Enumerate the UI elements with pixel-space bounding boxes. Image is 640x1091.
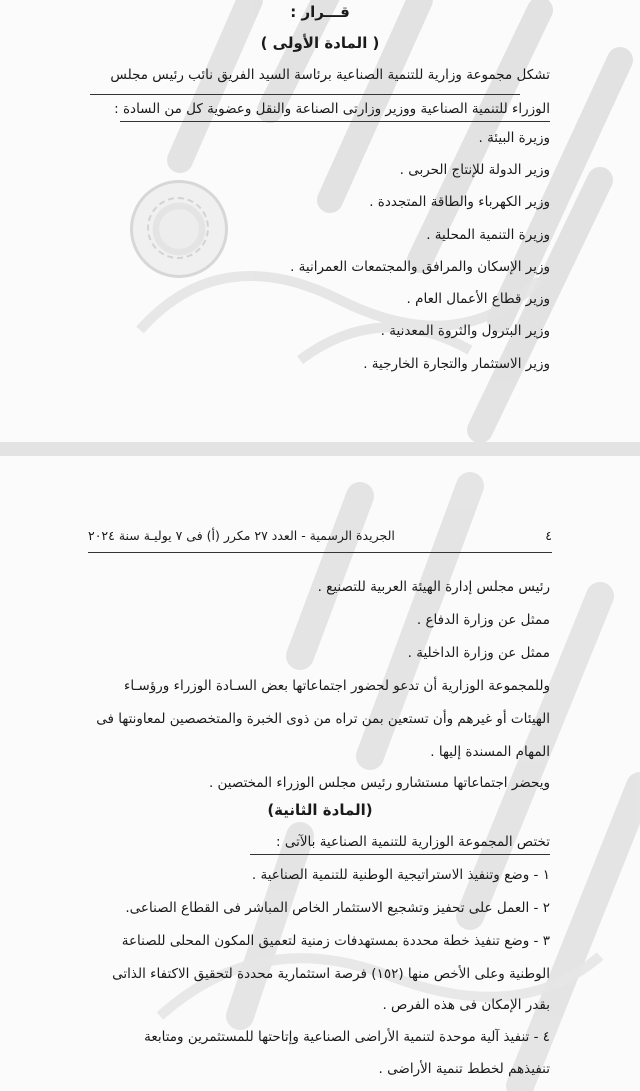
underline-rule — [90, 94, 520, 95]
official-seal-watermark — [130, 180, 228, 278]
list-item: وزير الاستثمار والتجارة الخارجية . — [363, 356, 550, 372]
list-item: وزير البترول والثروة المعدنية . — [380, 323, 550, 339]
paragraph-line: تختص المجموعة الوزارية للتنمية الصناعية بالآتى : — [275, 834, 550, 850]
document-page-2 — [0, 456, 640, 1091]
text-line: تشكل مجموعة وزارية للتنمية الصناعية برئاسة السيد الفريق نائب رئيس مجلس — [110, 67, 550, 83]
list-item: رئيس مجلس إدارة الهيئة العربية للتصنيع . — [317, 579, 550, 595]
list-item: ١ - وضع وتنفيذ الاستراتيجية الوطنية للتنمية الصناعية . — [251, 867, 550, 883]
underline-rule — [250, 854, 550, 855]
page-gap — [0, 442, 640, 456]
text-line: الوزراء للتنمية الصناعية ووزير وزارتى الصناعة والنقل وعضوية كل من السادة : — [114, 101, 550, 117]
list-item: وزير قطاع الأعمال العام . — [406, 291, 550, 307]
list-item: وزير الإسكان والمرافق والمجتمعات العمرانية . — [290, 259, 550, 275]
paragraph-line: تنفيذهم لخطط تنمية الأراضى . — [378, 1061, 550, 1077]
document-page-1 — [0, 0, 640, 442]
list-item: ٢ - العمل على تحفيز وتشجيع الاستثمار الخاص المباشر فى القطاع الصناعى. — [125, 900, 550, 916]
list-item: وزيرة التنمية المحلية . — [426, 227, 550, 243]
header-rule — [88, 552, 552, 553]
paragraph-line: وللمجموعة الوزارية أن تدعو لحضور اجتماعاتها بعض السـادة الوزراء ورؤسـاء — [124, 678, 550, 694]
list-item: ٤ - تنفيذ آلية موحدة لتنمية الأراضى الصناعية وإتاحتها للمستثمرين ومتابعة — [144, 1029, 550, 1045]
gazette-header — [88, 528, 552, 543]
paragraph-line: الهيئات أو غيرهم وأن تستعين بمن تراه من ذوى الخبرة والمتخصصين لمعاونتها فى — [96, 711, 550, 727]
decision-label: قـــرار : — [290, 3, 350, 21]
paragraph-line: ويحضر اجتماعاتها مستشارو رئيس مجلس الوزراء المختصين . — [208, 775, 550, 791]
list-item: وزيرة البيئة . — [478, 130, 550, 146]
paragraph-line: بقدر الإمكان فى هذه الفرص . — [382, 997, 550, 1013]
gazette-title: الجريدة الرسمية - العدد ٢٧ مكرر (أ) فى ٧ يوليـة سنة ٢٠٢٤ — [88, 528, 395, 543]
list-item: ممثل عن وزارة الدفاع . — [416, 612, 550, 628]
list-item: وزير الكهرباء والطاقة المتجددة . — [369, 194, 550, 210]
paragraph-line: الوطنية وعلى الأخص منها (١٥٢) فرصة استثمارية محددة لتحقيق الاكتفاء الذاتى — [112, 966, 550, 982]
paragraph-line: المهام المسندة إليها . — [430, 744, 550, 760]
list-item: ٣ - وضع تنفيذ خطة محددة بمستهدفات زمنية لتعميق المكون المحلى للصناعة — [121, 933, 550, 949]
article-1-heading: ( المادة الأولى ) — [260, 34, 380, 52]
list-item: ممثل عن وزارة الداخلية . — [407, 645, 550, 661]
list-item: وزير الدولة للإنتاج الحربى . — [399, 162, 550, 178]
article-2-heading: (المادة الثانية) — [267, 801, 373, 819]
underline-rule — [120, 121, 550, 122]
page-number: ٤ — [545, 528, 552, 543]
